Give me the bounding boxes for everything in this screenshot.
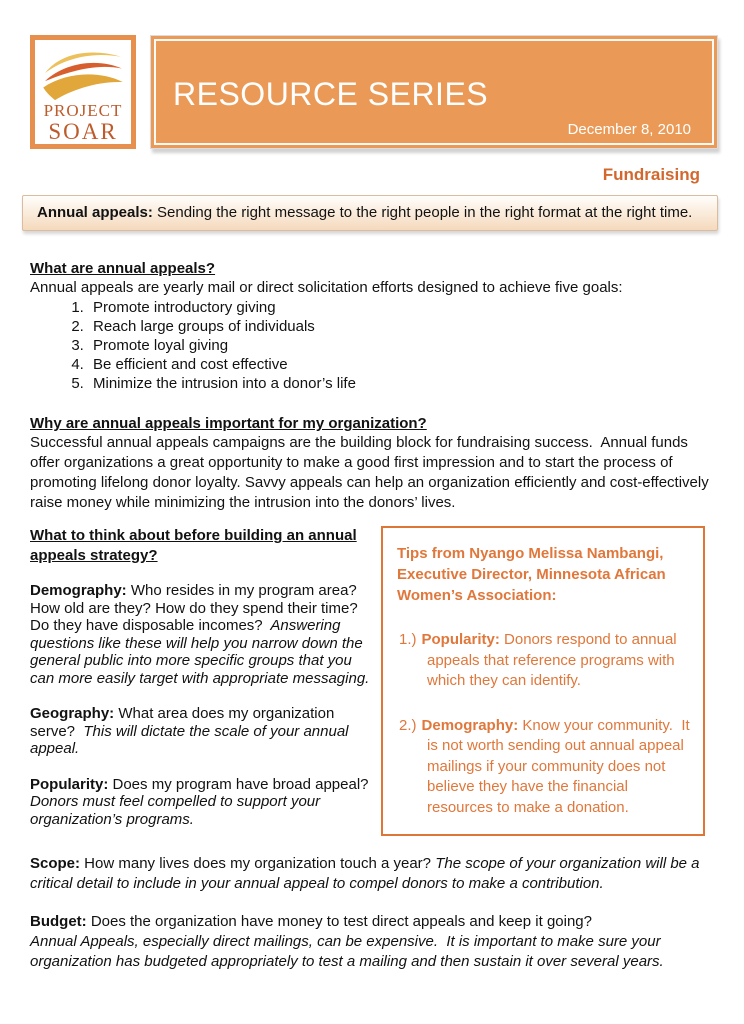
tip-number: 2.) (399, 716, 417, 734)
goal-item: 4. Be efficient and cost effective (88, 355, 718, 374)
goals-list (30, 298, 718, 393)
demography-italic: Answering questions like these will help you narrow down the general public into more specific groups that you can more easily target with appropriate messaging. (30, 617, 370, 687)
goal-item: 2. Reach large groups of individuals (88, 317, 718, 336)
popularity-text: Does my program have broad appeal? (108, 775, 369, 793)
considerations-and-tips (30, 526, 718, 836)
tip-label: Demography: (421, 716, 519, 734)
budget-italic: Annual Appeals, especially direct mailings, can be expensive. It is important to make sure your organization has budgeted appropriately to test a mailing and then sustain it over several years. (30, 933, 665, 970)
project-soar-logo (30, 35, 136, 149)
section-body: Successful annual appeals campaigns are the building block for fundraising success. Annual funds offer organizations a great opportunity to make a good first impression and to start the process of promoting lifelong donor loyalty. Savvy appeals can help an organization efficiently and cost-effectively raise money while minimizing the intrusion into the donors’ lives. (30, 434, 713, 511)
budget-paragraph (30, 912, 718, 972)
section-heading: Why are annual appeals important for my organization? (30, 415, 427, 432)
header (30, 35, 718, 149)
tip-item-2 (399, 716, 694, 819)
tips-box (381, 526, 705, 836)
banner-date: December 8, 2010 (567, 121, 691, 138)
banner-title: RESOURCE SERIES (173, 76, 489, 112)
section-intro: Annual appeals are yearly mail or direct solicitation efforts designed to achieve five goals: (30, 279, 623, 296)
scope-italic: The scope of your organization will be a critical detail to include in your annual appeal to compel donors to make a contribution. (30, 855, 704, 892)
budget-text: Does the organization have money to test direct appeals and keep it going? (86, 913, 592, 930)
goal-item: 3. Promote loyal giving (88, 336, 718, 355)
goal-item: 1. Promote introductory giving (88, 298, 718, 317)
geography-label: Geography: (30, 705, 115, 722)
geography-text: What area does my organization serve? (30, 705, 339, 740)
tip-item-1 (399, 630, 691, 692)
popularity-label: Popularity: (30, 775, 109, 793)
demography-text: Who resides in my program area? How old are they? How do they spend their time? Do they have disposable incomes? (30, 582, 362, 634)
popularity-italic: Donors must feel compelled to support your organization’s programs. (30, 775, 377, 828)
category-label: Fundraising (602, 165, 700, 184)
tip-text: Donors respond to annual appeals that reference programs with which they can identify. (427, 631, 681, 689)
resource-series-banner (150, 35, 718, 149)
budget-label: Budget: (30, 913, 87, 930)
popularity-paragraph (30, 776, 375, 829)
geography-paragraph (30, 705, 375, 758)
logo-text-soar: SOAR (48, 119, 118, 144)
soar-swoosh-icon (38, 45, 128, 101)
tip-number: 1.) (399, 631, 417, 648)
tip-label: Popularity: (421, 631, 500, 648)
callout-text: Sending the right message to the right people in the right format at the right time. (152, 204, 693, 221)
demography-paragraph (30, 582, 375, 687)
section-heading: What to think about before building an annual appeals strategy? (30, 527, 357, 564)
section-why-important (30, 414, 718, 513)
section-heading: What are annual appeals? (30, 260, 216, 277)
scope-text: How many lives does my organization touch a year? (80, 855, 436, 872)
geography-italic: This will dictate the scale of your annual appeal. (30, 722, 353, 757)
scope-label: Scope: (30, 855, 81, 872)
annual-appeals-callout (22, 195, 718, 231)
callout-lead: Annual appeals: (37, 204, 153, 221)
demography-label: Demography: (30, 582, 127, 599)
section-what-are-annual-appeals (30, 259, 718, 393)
tips-title: Tips from Nyango Melissa Nambangi, Executive Director, Minnesota African Women’s Association: (397, 545, 666, 604)
goal-item: 5. Minimize the intrusion into a donor’s life (88, 374, 718, 393)
considerations-column (30, 526, 375, 828)
scope-paragraph (30, 854, 718, 894)
tip-text: Know your community. It is not worth sending out annual appeal mailings if your community does not believe they have the financial resources to make a donation. (427, 716, 694, 816)
logo-text-project: PROJECT (43, 101, 123, 120)
